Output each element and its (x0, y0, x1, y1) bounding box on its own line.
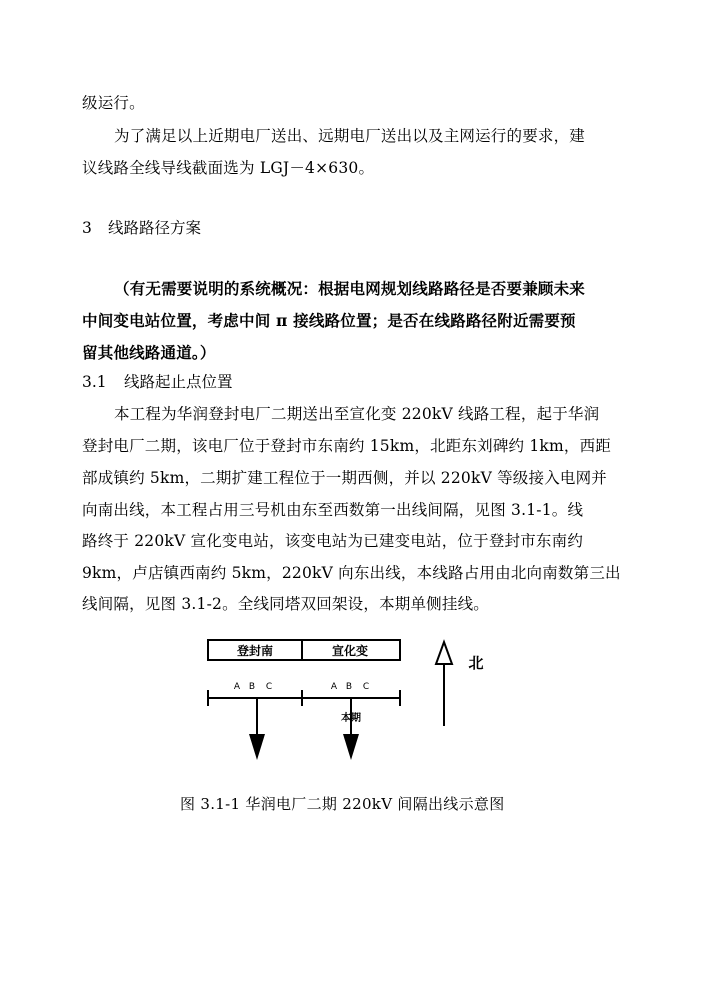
bay-right-label: 宣化变 (331, 644, 369, 658)
section-number: 3 (82, 219, 92, 237)
phase-label: B (248, 682, 256, 692)
figure-caption: 图 3.1-1 华润电厂二期 220kV 间隔出线示意图 (180, 795, 505, 813)
section-title: 线路路径方案 (108, 219, 202, 237)
body-line: 线间隔，见图 3.1-2。全线同塔双回架设，本期单侧挂线。 (82, 595, 489, 613)
body-line: 路终于 220kV 宣化变电站，该变电站为已建变电站，位于登封市东南约 (82, 532, 584, 550)
section-heading (82, 218, 201, 238)
paragraph-line: 议线路全线导线截面选为 LGJ－4×630。 (82, 159, 375, 177)
body-line: 部成镇约 5km，二期扩建工程位于一期西侧，并以 220kV 等级接入电网并 (82, 469, 608, 487)
down-arrow-icon (249, 734, 265, 760)
paragraph-line: 为了满足以上近期电厂送出、远期电厂送出以及主网运行的要求，建 (114, 127, 586, 145)
note-line: 留其他线路通道。） (82, 343, 216, 362)
down-arrow-icon (343, 734, 359, 760)
phase-label: C (265, 682, 273, 692)
north-label: 北 (468, 654, 484, 672)
body-line: 本工程为华润登封电厂二期送出至宣化变 220kV 线路工程，起于华润 (114, 405, 600, 423)
paragraph-line: 级运行。 (82, 94, 145, 112)
subsection-title: 线路起止点位置 (124, 373, 233, 391)
subsection-number: 3.1 (82, 373, 107, 391)
phase-label: C (362, 682, 370, 692)
body-line: 向南出线，本工程占用三号机由东至西数第一出线间隔，见图 3.1-1。线 (82, 501, 584, 519)
north-arrow-icon (436, 642, 452, 664)
this-phase-label: 本期 (341, 713, 361, 724)
body-line: 9km，卢店镇西南约 5km，220kV 向东出线，本线路占用由北向南数第三出 (82, 564, 621, 582)
note-line: 中间变电站位置，考虑中间 π 接线路位置；是否在线路路径附近需要预 (82, 311, 576, 330)
phase-label: A (233, 682, 241, 692)
phase-label: B (345, 682, 353, 692)
note-line: （有无需要说明的系统概况：根据电网规划线路路径是否要兼顾未来 (114, 279, 586, 298)
subsection-heading (82, 372, 233, 392)
bay-diagram (200, 630, 500, 770)
phase-label: A (330, 682, 338, 692)
body-line: 登封电厂二期，该电厂位于登封市东南约 15km，北距东刘碑约 1km，西距 (82, 437, 612, 455)
bay-left-label: 登封南 (236, 644, 274, 658)
